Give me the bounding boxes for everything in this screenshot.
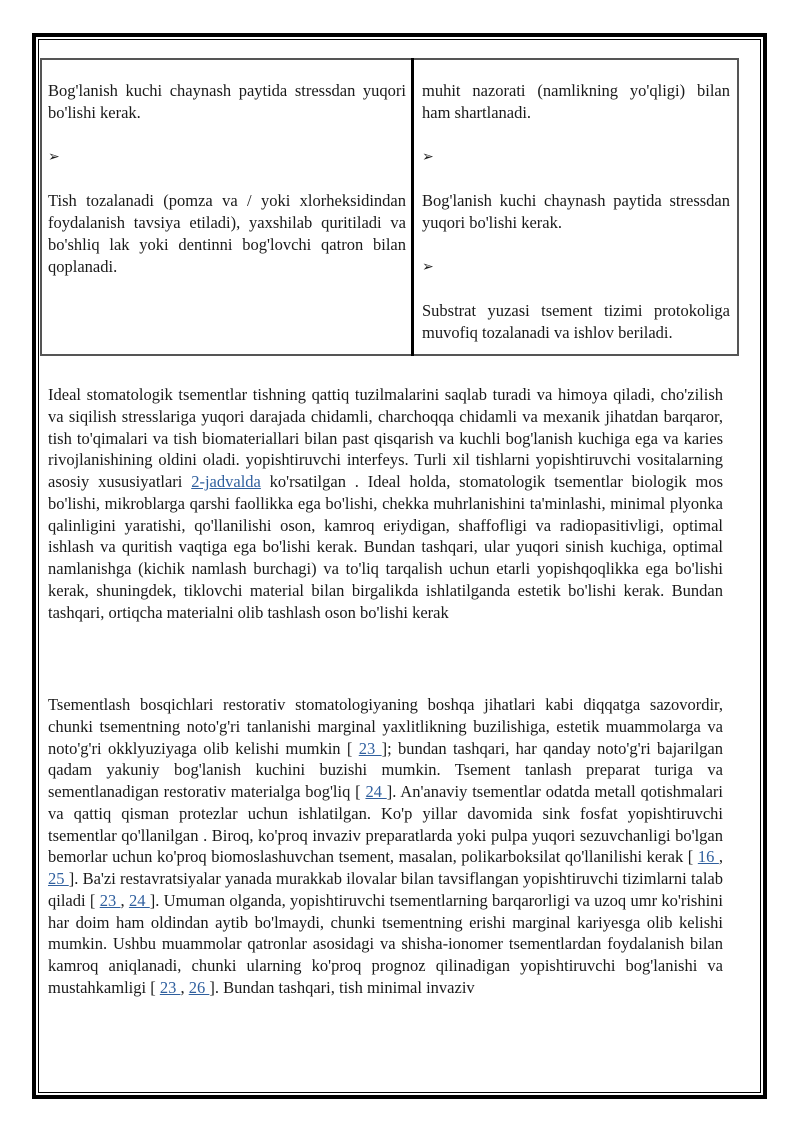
- paragraph-text: ko'rsatilgan . Ideal holda, stomatologik tsementlar biologik mos bo'lishi, mikroblarga qarshi faollikka ega bo'lishi, chekka muhrlanishini ta'minlashi, minimal plyonka qalinligini yaratishi, qo'llanilishi oson, kamroq eriydigan, shaffofligi va radiopasitivligi, optimal ishlash va quritish vaqtiga ega bo'lishi kerak. Bundan tashqari, ular yuqori sinish kuchiga, optimal namlanishga (kichik namlash burchagi) va to'liq tarqalish uchun etarli yopishqoqlikka ega bo'lishi kerak, shuningdek, tiklovchi material bilan birgalikda ishlatilganda estetik bo'lishi kerak. Bundan tashqari, ortiqcha materialni olib tashlash oson bo'lishi kerak: [48, 472, 723, 622]
- reference-link[interactable]: 23: [358, 738, 382, 758]
- paragraph-text: ]; bundan tashqari, har qanday noto'g'ri bajarilgan qadam yakuniy bog'lanish kuchini buzishi mumkin. Tsement tanlash preparat turiga va sementlanadigan restorativ materialga bog'liq [: [48, 738, 723, 801]
- paragraph-ideal-cements: [48, 384, 723, 623]
- paragraph-text: ]. Ba'zi restavratsiyalar yanada murakkab ilovalar bilan tavsiflangan yopishtiruvchi tizimlarni talab qiladi [: [48, 869, 724, 910]
- left-para-bonding-strength: Bog'lanish kuchi chaynash paytida stressdan yuqori bo'lishi kerak.: [48, 81, 406, 122]
- table-column-divider: [411, 58, 414, 356]
- paragraph-cementation-stages: [48, 694, 723, 999]
- reference-link[interactable]: 24: [128, 890, 150, 910]
- paragraph-text: ]. Umuman olganda, yopishtiruvchi tsementlarning barqarorligi va uzoq umr ko'rishini har doim ham oldindan aytib bo'lmaydi, chunki tsementning erishi marginal kariyesga olib kelishi mumkin. Ushbu muammolar qatronlar asosidagi va shisha-ionomer tsementlardan foydalanish bilan kamroq aniqlanadi, chunki ularning ko'proq prognoz qilinadigan yopishtiruvchi bog'lanishi va mustahkamligi [: [48, 890, 724, 997]
- paragraph-text: ]. An'anaviy tsementlar odatda metall qotishmalari va qattiq qisman protezlar uchun ishlatilgan. Ko'p yillar davomida sink fosfat yopishtiruvchi tsementlar qo'llanilgan . Biroq, ko'proq invaziv preparatlarda yoki pulpa yuqori sezuvchanligi bo'lgan bemorlar uchun ko'proq biomoslashuvchan tsement, masalan, polikarboksilat qo'llanilishi kerak [: [48, 782, 724, 867]
- paragraph-text: ]. Bundan tashqari, tish minimal invaziv: [209, 977, 475, 997]
- paragraph-text: ,: [718, 847, 723, 867]
- right-para-substrate: Substrat yuzasi tsement tizimi protokoliga muvofiq tozalanadi va ishlov beriladi.: [422, 301, 730, 342]
- reference-link[interactable]: 23: [99, 890, 121, 910]
- reference-link[interactable]: 26: [188, 977, 210, 997]
- bullet-arrow-icon: ➢: [48, 149, 60, 165]
- table-cell-left: [48, 80, 406, 278]
- paragraph-text: Tsementlash bosqichlari restorativ stomatologiyaning boshqa jihatlari kabi diqqatga sazovordir, chunki tsementning noto'g'ri tanlanishi marginal yaxlitlikning buzilishiga, estetik muammolarga va noto'g'ri okklyuziyaga olib kelishi mumkin [: [48, 695, 723, 758]
- reference-link[interactable]: 25: [48, 869, 69, 888]
- paragraph-text: ,: [120, 890, 129, 910]
- paragraph-text: Ideal stomatologik tsementlar tishning qattiq tuzilmalarini saqlab turadi va himoya qiladi, cho'zilish va siqilish stresslariga yuqori darajada chidamli, charchoqqa chidamli va mexanik jihatdan barqaror, tish to'qimalari va tish biomateriallari bilan past qisqarish va kuchli bog'lanish kuchiga ega va karies rivojlanishining oldini oladi. yopishtiruvchi interfeys. Turli xil tishlarni yopishtiruvchi vositalarning asosiy xususiyatlari: [48, 385, 723, 491]
- table-cell-right: [422, 80, 730, 344]
- paragraph-text: ,: [180, 977, 189, 997]
- reference-link[interactable]: 16: [697, 847, 719, 867]
- bullet-arrow-icon: ➢: [422, 149, 434, 165]
- right-para-environment: muhit nazorati (namlikning yo'qligi) bilan ham shartlanadi.: [422, 81, 730, 122]
- left-para-cleaning: Tish tozalanadi (pomza va / yoki xlorheksidindan foydalanish tavsiya etiladi), yaxshilab quritiladi va bo'shliq lak yoki dentinni bog'lovchi qatron bilan qoplanadi.: [48, 191, 406, 276]
- reference-link[interactable]: 23: [159, 977, 181, 997]
- right-para-bonding-strength: Bog'lanish kuchi chaynash paytida stressdan yuqori bo'lishi kerak.: [422, 191, 730, 232]
- table-2-link[interactable]: 2-jadvalda: [191, 472, 261, 491]
- reference-link[interactable]: 24: [365, 782, 387, 801]
- bullet-arrow-icon: ➢: [422, 259, 434, 275]
